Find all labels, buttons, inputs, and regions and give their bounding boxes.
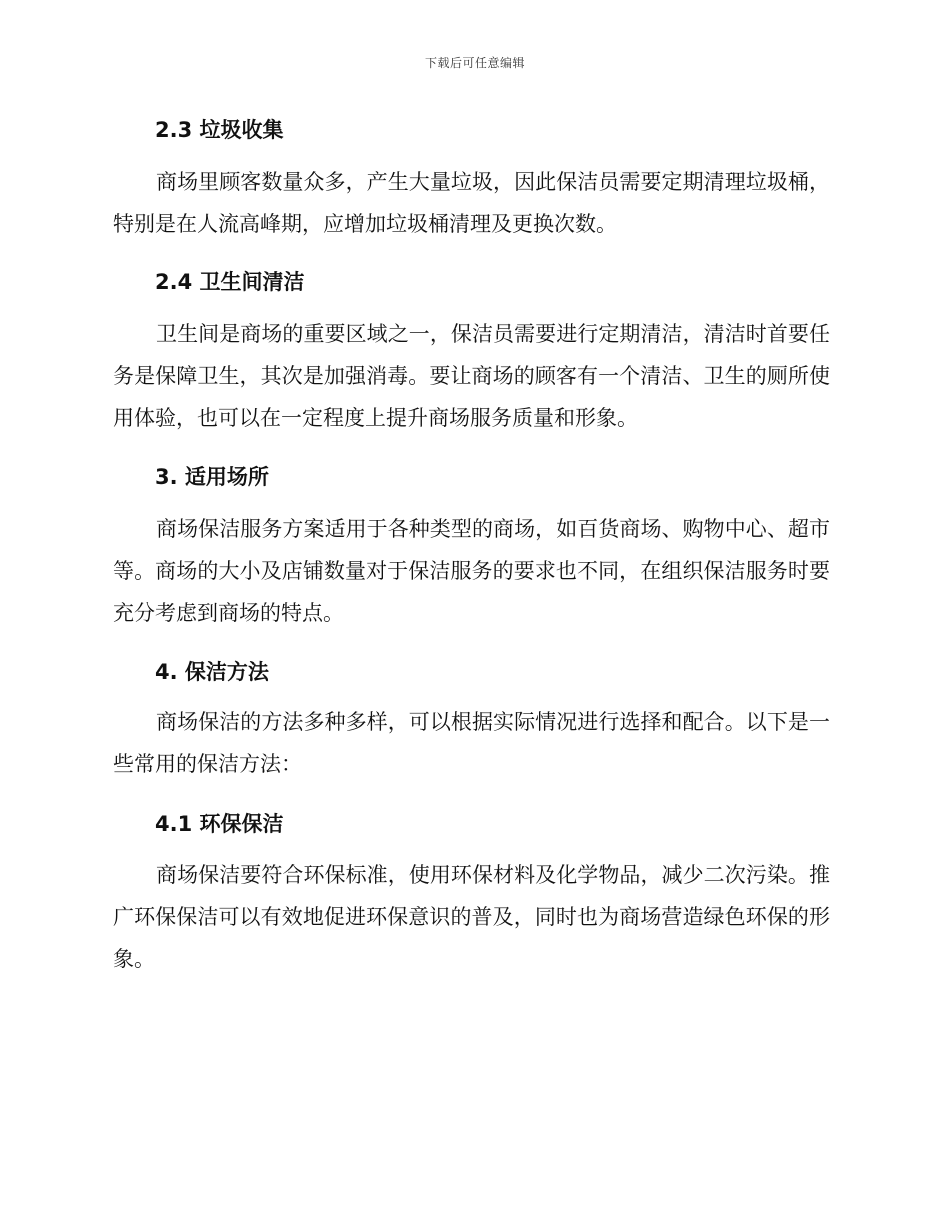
section-heading-2-3: 2.3 垃圾收集 — [155, 118, 284, 142]
section-paragraph-4: 商场保洁的方法多种多样，可以根据实际情况进行选择和配合。以下是一些常用的保洁方法： — [113, 710, 830, 776]
section-paragraph-2-3: 商场里顾客数量众多，产生大量垃圾，因此保洁员需要定期清理垃圾桶，特别是在人流高峰期，应增加垃圾桶清理及更换次数。 — [113, 170, 830, 236]
section-paragraph-4-1: 商场保洁要符合环保标准，使用环保材料及化学物品，减少二次污染。推广环保保洁可以有效地促进环保意识的普及，同时也为商场营造绿色环保的形象。 — [113, 863, 830, 971]
section-heading-3: 3. 适用场所 — [155, 465, 269, 489]
page-header-note: 下载后可任意编辑 — [424, 56, 525, 70]
section-heading-4: 4. 保洁方法 — [155, 660, 269, 684]
section-heading-2-4: 2.4 卫生间清洁 — [155, 270, 305, 294]
section-heading-4-1: 4.1 环保保洁 — [155, 812, 284, 836]
section-paragraph-2-4: 卫生间是商场的重要区域之一，保洁员需要进行定期清洁，清洁时首要任务是保障卫生，其次是加强消毒。要让商场的顾客有一个清洁、卫生的厕所使用体验，也可以在一定程度上提升商场服务质量和形象。 — [113, 322, 830, 430]
section-paragraph-3: 商场保洁服务方案适用于各种类型的商场，如百货商场、购物中心、超市等。商场的大小及店铺数量对于保洁服务的要求也不同，在组织保洁服务时要充分考虑到商场的特点。 — [113, 517, 830, 625]
